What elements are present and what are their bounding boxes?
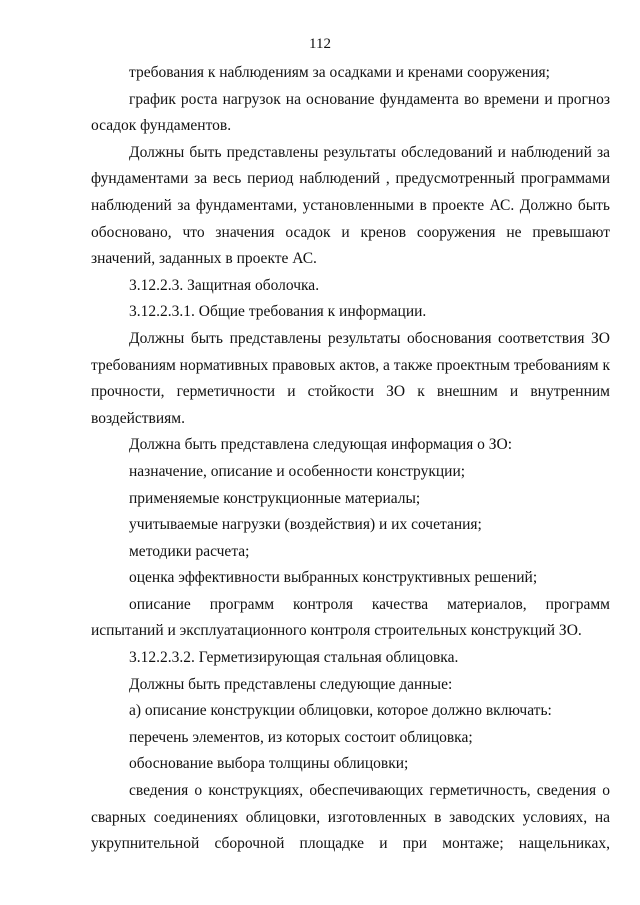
list-item: график роста нагрузок на основание фундамента во времени и прогноз осадок фундаментов. xyxy=(91,90,610,135)
paragraph: Должны быть представлены результаты обследований и наблюдений за фундаментами за весь период наблюдений , предусмотренный программами наблюдений за фундаментами, установленными в проекте АС. Должно быть обосновано, что значения осадок и кренов сооружения не превышают значений, заданных в проекте АС. xyxy=(91,143,610,268)
paragraph: Должны быть представлены результаты обоснования соответствия ЗО требованиям нормативных правовых актов, а также проектным требованиям к прочности, герметичности и стойкости ЗО к внешним и внутренним воздействиям. xyxy=(91,329,610,427)
list-item: применяемые конструкционные материалы; xyxy=(129,489,421,507)
list-item: методики расчета; xyxy=(129,542,250,560)
paragraph: сведения о конструкциях, обеспечивающих герметичность, сведения о сварных соединениях облицовки, изготовленных в заводских условиях, на укрупнительной сборочной площадке и при монтаже; нащельниках, xyxy=(91,782,610,853)
list-item: назначение, описание и особенности конструкции; xyxy=(129,462,466,480)
list-item: перечень элементов, из которых состоит облицовка; xyxy=(129,728,473,746)
list-item: требования к наблюдениям за осадками и кренами сооружения; xyxy=(129,64,550,81)
section-heading: 3.12.2.3.2. Герметизирующая стальная облицовка. xyxy=(129,649,459,667)
section-heading: 3.12.2.3.1. Общие требования к информации. xyxy=(129,303,427,321)
list-item: обоснование выбора толщины облицовки; xyxy=(129,755,409,773)
section-heading: 3.12.2.3. Защитная оболочка. xyxy=(129,276,320,294)
document-body xyxy=(91,60,610,858)
paragraph: Должна быть представлена следующая информация о ЗО: xyxy=(129,436,513,454)
list-item: учитываемые нагрузки (воздействия) и их сочетания; xyxy=(129,516,482,534)
list-item: а) описание конструкции облицовки, которое должно включать: xyxy=(129,702,552,720)
list-item: описание программ контроля качества материалов, программ испытаний и эксплуатационного контроля строительных конструкций ЗО. xyxy=(91,595,610,640)
list-item: оценка эффективности выбранных конструктивных решений; xyxy=(129,569,538,587)
page-number: 112 xyxy=(309,36,331,52)
paragraph: Должны быть представлены следующие данные: xyxy=(129,675,453,693)
